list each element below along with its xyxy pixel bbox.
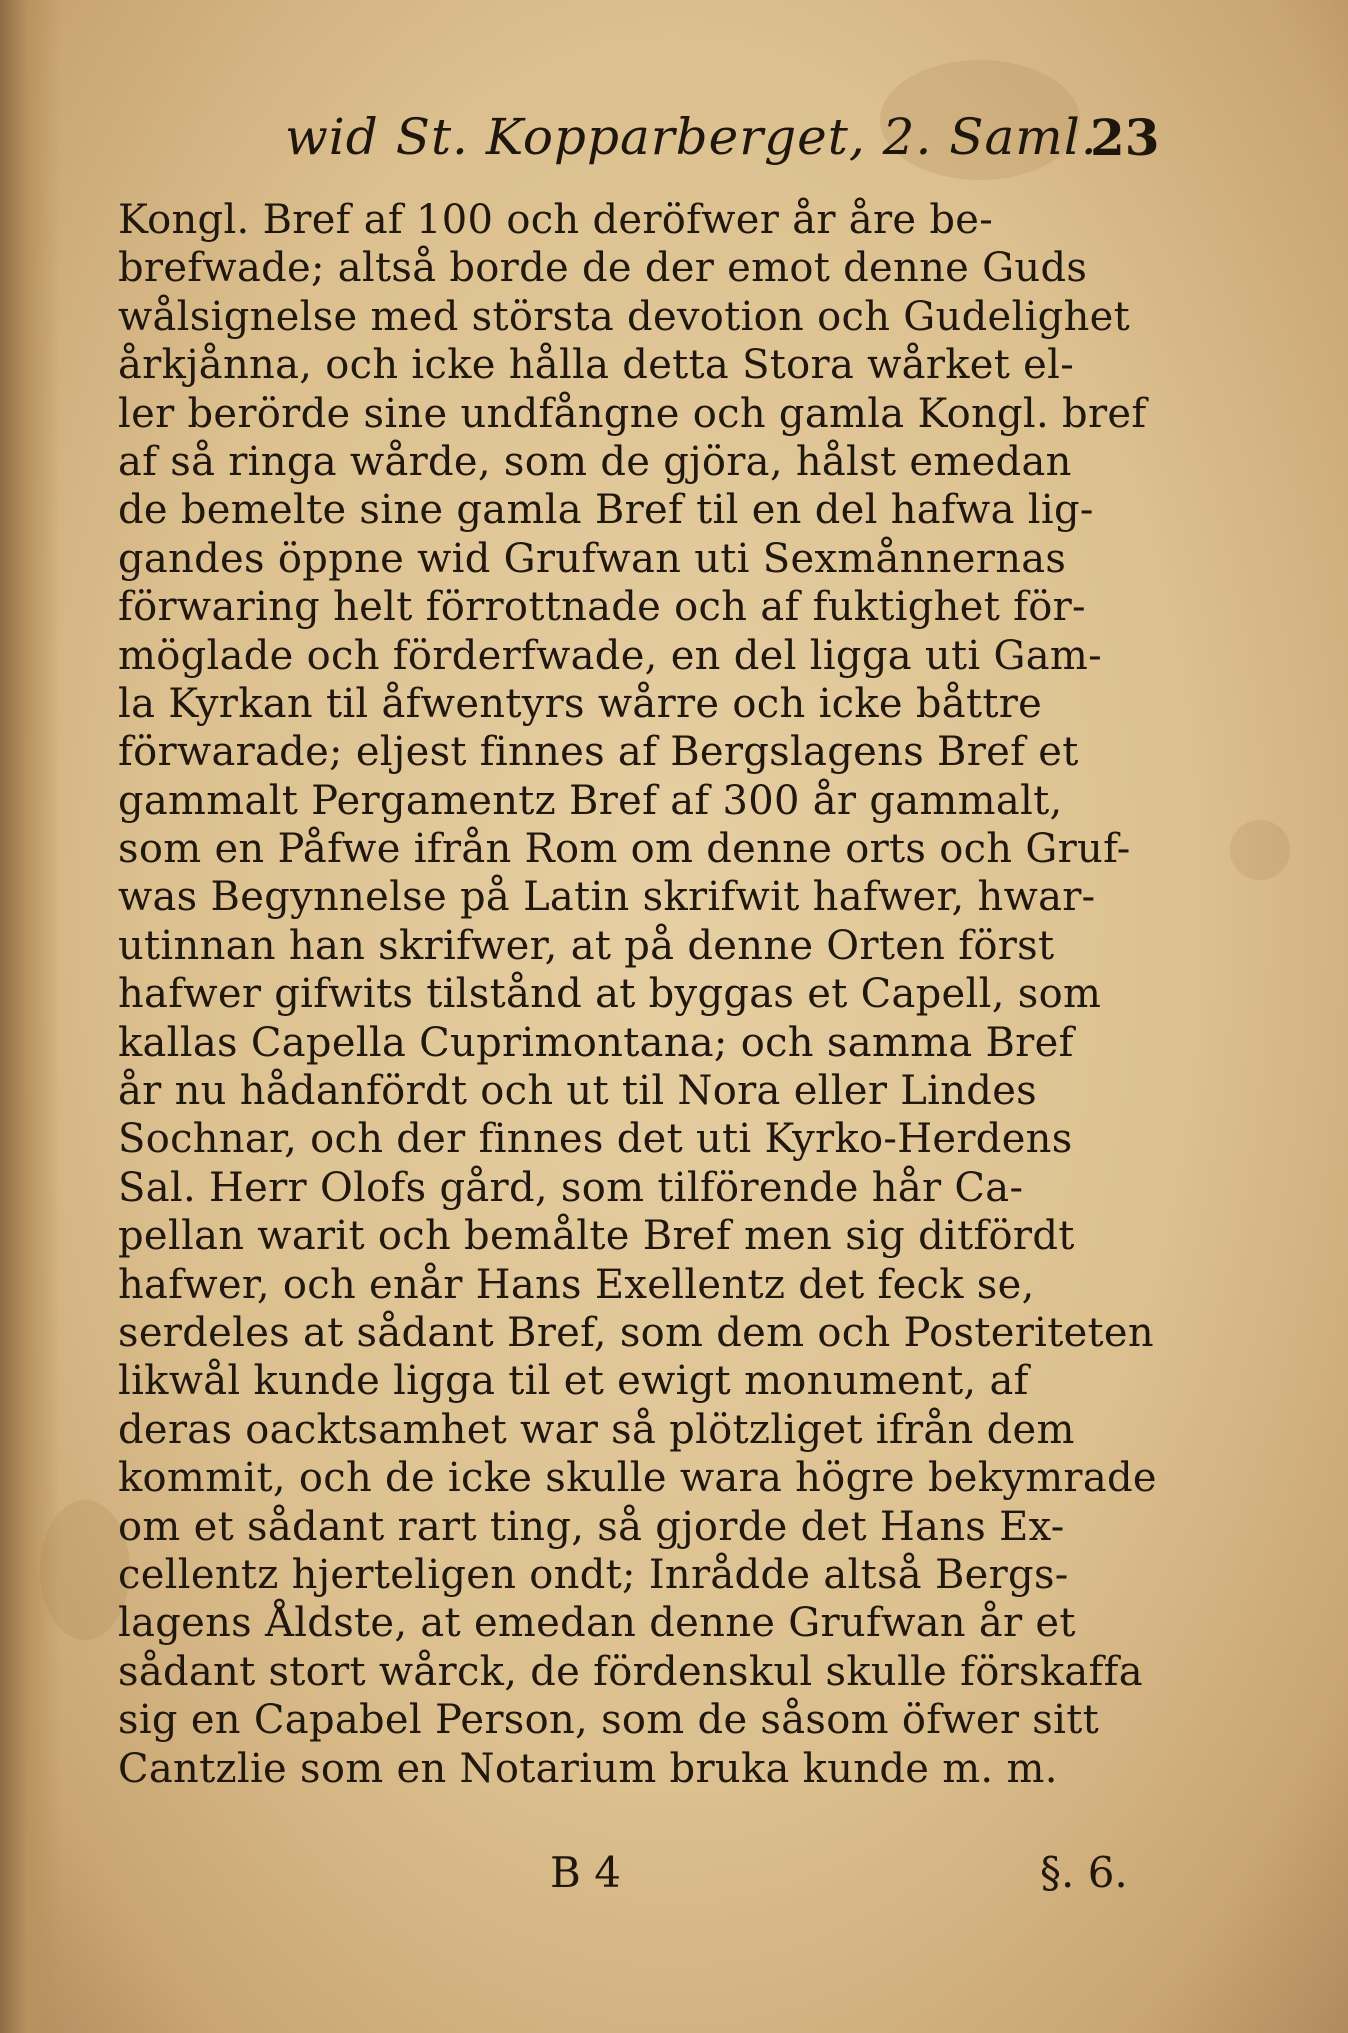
- paper-stain: [40, 1500, 130, 1640]
- text-line: cellentz hjerteligen ondt; Inrådde altså Bergs-: [118, 1551, 1069, 1598]
- running-head: wid St. Kopparberget, 2. Saml.: [285, 108, 1098, 166]
- text-line: årkjånna, och icke hålla detta Stora wårket el-: [118, 342, 1075, 389]
- text-line: kallas Capella Cuprimontana; och samma Bref: [118, 1019, 1074, 1066]
- catchword: §. 6.: [1040, 1848, 1128, 1897]
- text-line: af så ringa wårde, som de gjöra, hålst emedan: [118, 438, 1072, 485]
- page-number: 23: [1090, 108, 1160, 167]
- text-line: hafwer, och enår Hans Exellentz det feck se,: [118, 1261, 1035, 1308]
- text-line: brefwade; altså borde de der emot denne Guds: [118, 245, 1088, 292]
- text-line: sig en Capabel Person, som de såsom öfwer sitt: [118, 1697, 1099, 1744]
- text-line: sådant stort wårck, de fördenskul skulle förskaffa: [118, 1648, 1143, 1695]
- binding-shadow: [0, 0, 60, 2033]
- body-text: [118, 196, 1158, 1793]
- text-line: wålsignelse med största devotion och Gudelighet: [118, 293, 1130, 340]
- text-line: förwaring helt förrottnade och af fuktighet för-: [118, 584, 1086, 631]
- text-line: deras oacktsamhet war så plötzliget ifrån dem: [118, 1406, 1075, 1453]
- text-line: Sal. Herr Olofs gård, som tilförende hår Ca-: [118, 1164, 1024, 1211]
- paper-stain: [1230, 820, 1290, 880]
- page-footer: [0, 1848, 1348, 1908]
- text-line: Kongl. Bref af 100 och deröfwer år åre be-: [118, 197, 994, 243]
- text-line: gammalt Pergamentz Bref af 300 år gammalt,: [118, 777, 1063, 824]
- text-line: utinnan han skrifwer, at på denne Orten först: [118, 922, 1055, 969]
- text-line: år nu hådanfördt och ut til Nora eller Lindes: [118, 1068, 1037, 1115]
- text-line: kommit, och de icke skulle wara högre bekymrade: [118, 1455, 1157, 1502]
- text-line: la Kyrkan til åfwentyrs wårre och icke båttre: [118, 680, 1043, 727]
- text-line: Sochnar, och der finnes det uti Kyrko-Herdens: [118, 1116, 1073, 1163]
- text-line: som en Påfwe ifrån Rom om denne orts och Gruf-: [118, 826, 1131, 873]
- signature-mark: B 4: [550, 1848, 621, 1897]
- text-line: möglade och förderfwade, en del ligga uti Gam-: [118, 632, 1102, 679]
- text-line: was Begynnelse på Latin skrifwit hafwer, hwar-: [118, 874, 1096, 921]
- text-line: de bemelte sine gamla Bref til en del hafwa lig-: [118, 487, 1094, 534]
- text-line: gandes öppne wid Grufwan uti Sexmånnernas: [118, 535, 1067, 582]
- text-line: förwarade; eljest finnes af Bergslagens Bref et: [118, 729, 1079, 776]
- text-line: lagens Åldste, at emedan denne Grufwan år et: [118, 1600, 1076, 1647]
- text-line: ler berörde sine undfångne och gamla Kongl. bref: [118, 390, 1147, 437]
- text-line: likwål kunde ligga til et ewigt monument, af: [118, 1358, 1029, 1405]
- text-line: pellan warit och bemålte Bref men sig ditfördt: [118, 1213, 1075, 1260]
- page-header: [0, 108, 1348, 168]
- text-line: om et sådant rart ting, så gjorde det Hans Ex-: [118, 1503, 1065, 1550]
- text-line: Cantzlie som en Notarium bruka kunde m. m.: [118, 1745, 1058, 1792]
- text-line: hafwer gifwits tilstånd at byggas et Capell, som: [118, 971, 1102, 1018]
- text-line: serdeles at sådant Bref, som dem och Posteriteten: [118, 1309, 1154, 1356]
